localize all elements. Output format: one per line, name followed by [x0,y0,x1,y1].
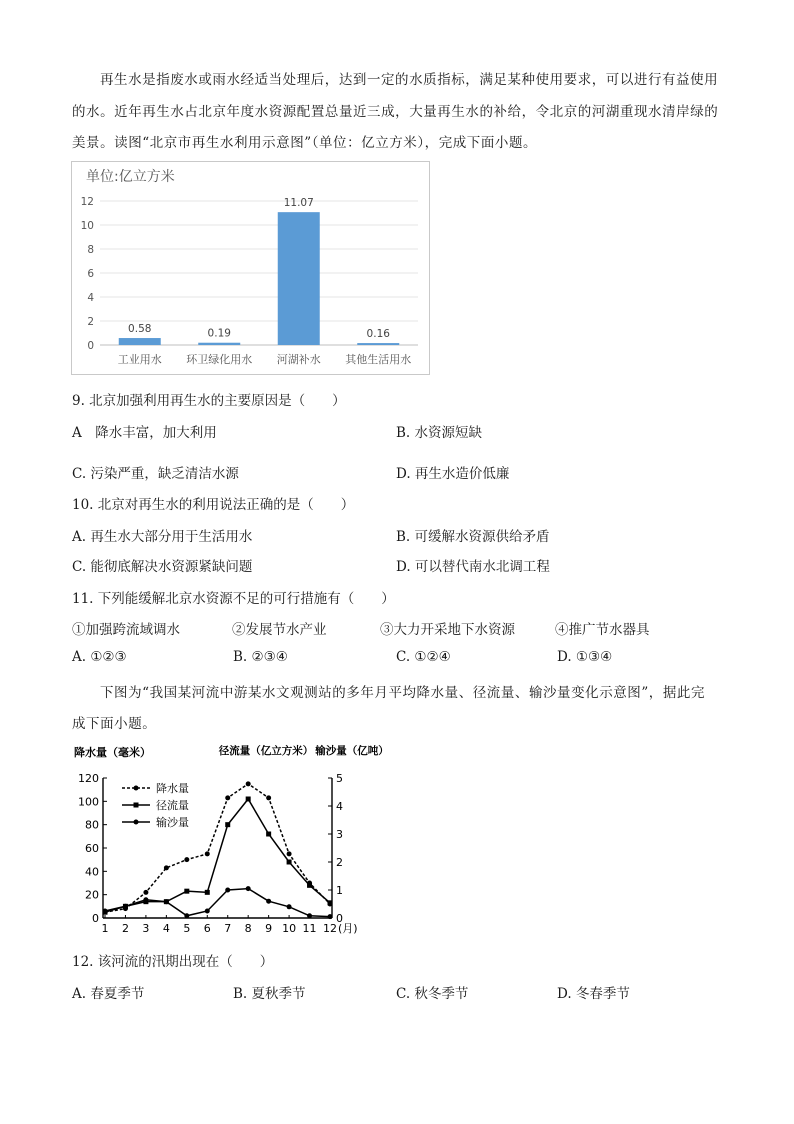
left-tick-label: 60 [85,842,99,855]
series-1-point [184,889,189,894]
q11-measure-1: ①加强跨流域调水 [72,622,180,638]
series-0-point [164,865,169,870]
bar-chart-svg [72,162,429,374]
q12-option-b[interactable]: B. 夏秋季节 [233,986,306,1002]
right-axis-label-sediment: 输沙量（亿吨） [315,745,389,757]
y-tick-label: 0 [87,340,94,352]
series-0-point [266,795,271,800]
category-label: 工业用水 [117,353,162,366]
series-1-point [246,797,251,802]
q12-option-a[interactable]: A. 春夏季节 [72,986,145,1002]
x-tick-label: 2 [121,922,129,935]
series-2-point [287,904,292,909]
series-1-point [287,860,292,865]
left-tick-label: 20 [85,888,99,902]
left-tick-label: 0 [92,912,99,925]
left-tick-label: 100 [78,795,99,809]
series-0-point [287,851,292,856]
intro-line-1: 再生水是指废水或雨水经适当处理后，达到一定的水质指标，满足某种使用要求，可以进行有益使用 [100,72,719,88]
series-0-point [184,857,189,862]
right-tick-label: 0 [336,912,343,925]
hydrology-line-chart [70,742,389,942]
q10-option-b[interactable]: B. 可缓解水资源供给矛盾 [396,529,550,545]
left-axis-label: 降水量（毫米） [74,746,151,759]
series-2-point [123,904,128,909]
series-line-2 [105,889,330,917]
x-tick-label: 9 [265,922,273,935]
category-label: 环卫绿化用水 [186,353,253,366]
legend-marker-2 [134,820,139,825]
category-label: 河湖补水 [276,353,321,366]
series-1-point [266,832,271,837]
legend-label: 降水量 [156,782,189,795]
x-tick-label: 11 [302,922,317,935]
y-tick-label: 2 [87,316,94,328]
x-tick-label: 1 [101,922,109,935]
intro-line-3: 美景。读图“北京市再生水利用示意图”（单位：亿立方米），完成下面小题。 [72,135,538,151]
category-label: 其他生活用水 [345,353,412,366]
legend-marker-0 [134,786,139,791]
right-tick-label: 4 [336,800,343,813]
q12-stem: 12. 该河流的汛期出现在（ ） [72,954,274,970]
q10-option-d[interactable]: D. 可以替代南水北调工程 [396,559,550,575]
q11-measure-4: ④推广节水器具 [555,622,650,638]
q11-measure-2: ②发展节水产业 [232,622,327,638]
y-tick-label: 6 [87,268,94,280]
data-label: 0.58 [128,323,152,336]
series-line-1 [105,799,330,912]
data-label: 0.19 [207,327,231,340]
y-tick-label: 12 [80,196,94,208]
legend-label: 径流量 [156,799,189,812]
x-tick-label: 7 [224,922,232,935]
series-2-point [225,888,230,893]
right-tick-label: 5 [336,772,343,785]
series-1-point [328,900,333,905]
x-tick-label: 10 [282,922,297,935]
bar-2 [278,212,320,345]
q11-option-b[interactable]: B. ②③④ [233,649,288,665]
series-2-point [307,913,312,918]
series-0-point [143,890,148,895]
right-axis-label-runoff: 径流量（亿立方米） [218,745,314,757]
x-tick-label: 12 [323,922,337,935]
series-1-point [307,883,312,888]
data-label: 11.07 [283,197,314,210]
series-0-point [246,781,251,786]
q10-option-c[interactable]: C. 能彻底解决水资源紧缺问题 [72,559,253,575]
legend-marker-1 [134,803,139,808]
left-tick-label: 80 [85,818,99,832]
series-0-point [225,795,230,800]
intro2-line-2: 成下面小题。 [72,716,157,732]
x-tick-label: 8 [244,922,252,935]
bar-chart-title: 单位:亿立方米 [86,169,175,185]
right-tick-label: 1 [336,884,343,897]
bar-0 [119,338,161,345]
series-line-0 [105,784,330,912]
q11-measure-3: ③大力开采地下水资源 [380,622,515,638]
intro-line-2: 的水。近年再生水占北京年度水资源配置总量近三成，大量再生水的补给，令北京的河湖重现水清岸绿的 [72,104,719,120]
q9-option-c[interactable]: C. 污染严重，缺乏清洁水源 [72,466,239,482]
x-tick-label: 6 [203,922,211,935]
series-1-point [225,822,230,827]
series-2-point [328,914,333,919]
reclaimed-water-bar-chart [71,161,430,375]
series-2-point [164,899,169,904]
x-tick-label: 4 [162,922,170,935]
q9-option-d[interactable]: D. 再生水造价低廉 [396,466,510,482]
q9-option-a[interactable]: A 降水丰富，加大利用 [72,425,217,441]
q11-option-d[interactable]: D. ①③④ [557,649,613,665]
q12-option-c[interactable]: C. 秋冬季节 [396,986,469,1002]
series-0-point [205,851,210,856]
q11-option-c[interactable]: C. ①②④ [396,649,451,665]
series-2-point [143,897,148,902]
right-tick-label: 2 [336,856,343,869]
line-chart-svg [70,742,389,942]
series-2-point [184,913,189,918]
data-label: 0.16 [366,328,390,341]
q10-stem: 10. 北京对再生水的利用说法正确的是（ ） [72,497,355,513]
series-2-point [266,899,271,904]
x-unit-label: (月) [338,922,358,935]
intro2-line-1: 下图为“我国某河流中游某水文观测站的多年月平均降水量、径流量、输沙量变化示意图”，据此完 [100,685,706,701]
left-tick-label: 120 [78,772,99,785]
left-tick-label: 40 [85,865,99,879]
bar-1 [198,343,240,345]
q9-stem: 9. 北京加强利用再生水的主要原因是（ ） [72,393,346,409]
x-tick-label: 3 [142,922,150,935]
series-2-point [205,909,210,914]
bar-3 [357,343,399,345]
series-1-point [205,890,210,895]
q9-option-b[interactable]: B. 水资源短缺 [396,425,483,441]
legend-label: 输沙量 [156,816,189,829]
q10-option-a[interactable]: A. 再生水大部分用于生活用水 [72,529,253,545]
series-2-point [246,886,251,891]
series-2-point [103,909,108,914]
q11-stem: 11. 下列能缓解北京水资源不足的可行措施有（ ） [72,591,395,607]
y-tick-label: 4 [87,292,94,304]
y-tick-label: 8 [87,244,94,256]
right-tick-label: 3 [336,828,343,841]
x-tick-label: 5 [183,922,191,935]
q11-option-a[interactable]: A. ①②③ [72,649,127,665]
y-tick-label: 10 [80,220,94,232]
q12-option-d[interactable]: D. 冬春季节 [557,986,630,1002]
